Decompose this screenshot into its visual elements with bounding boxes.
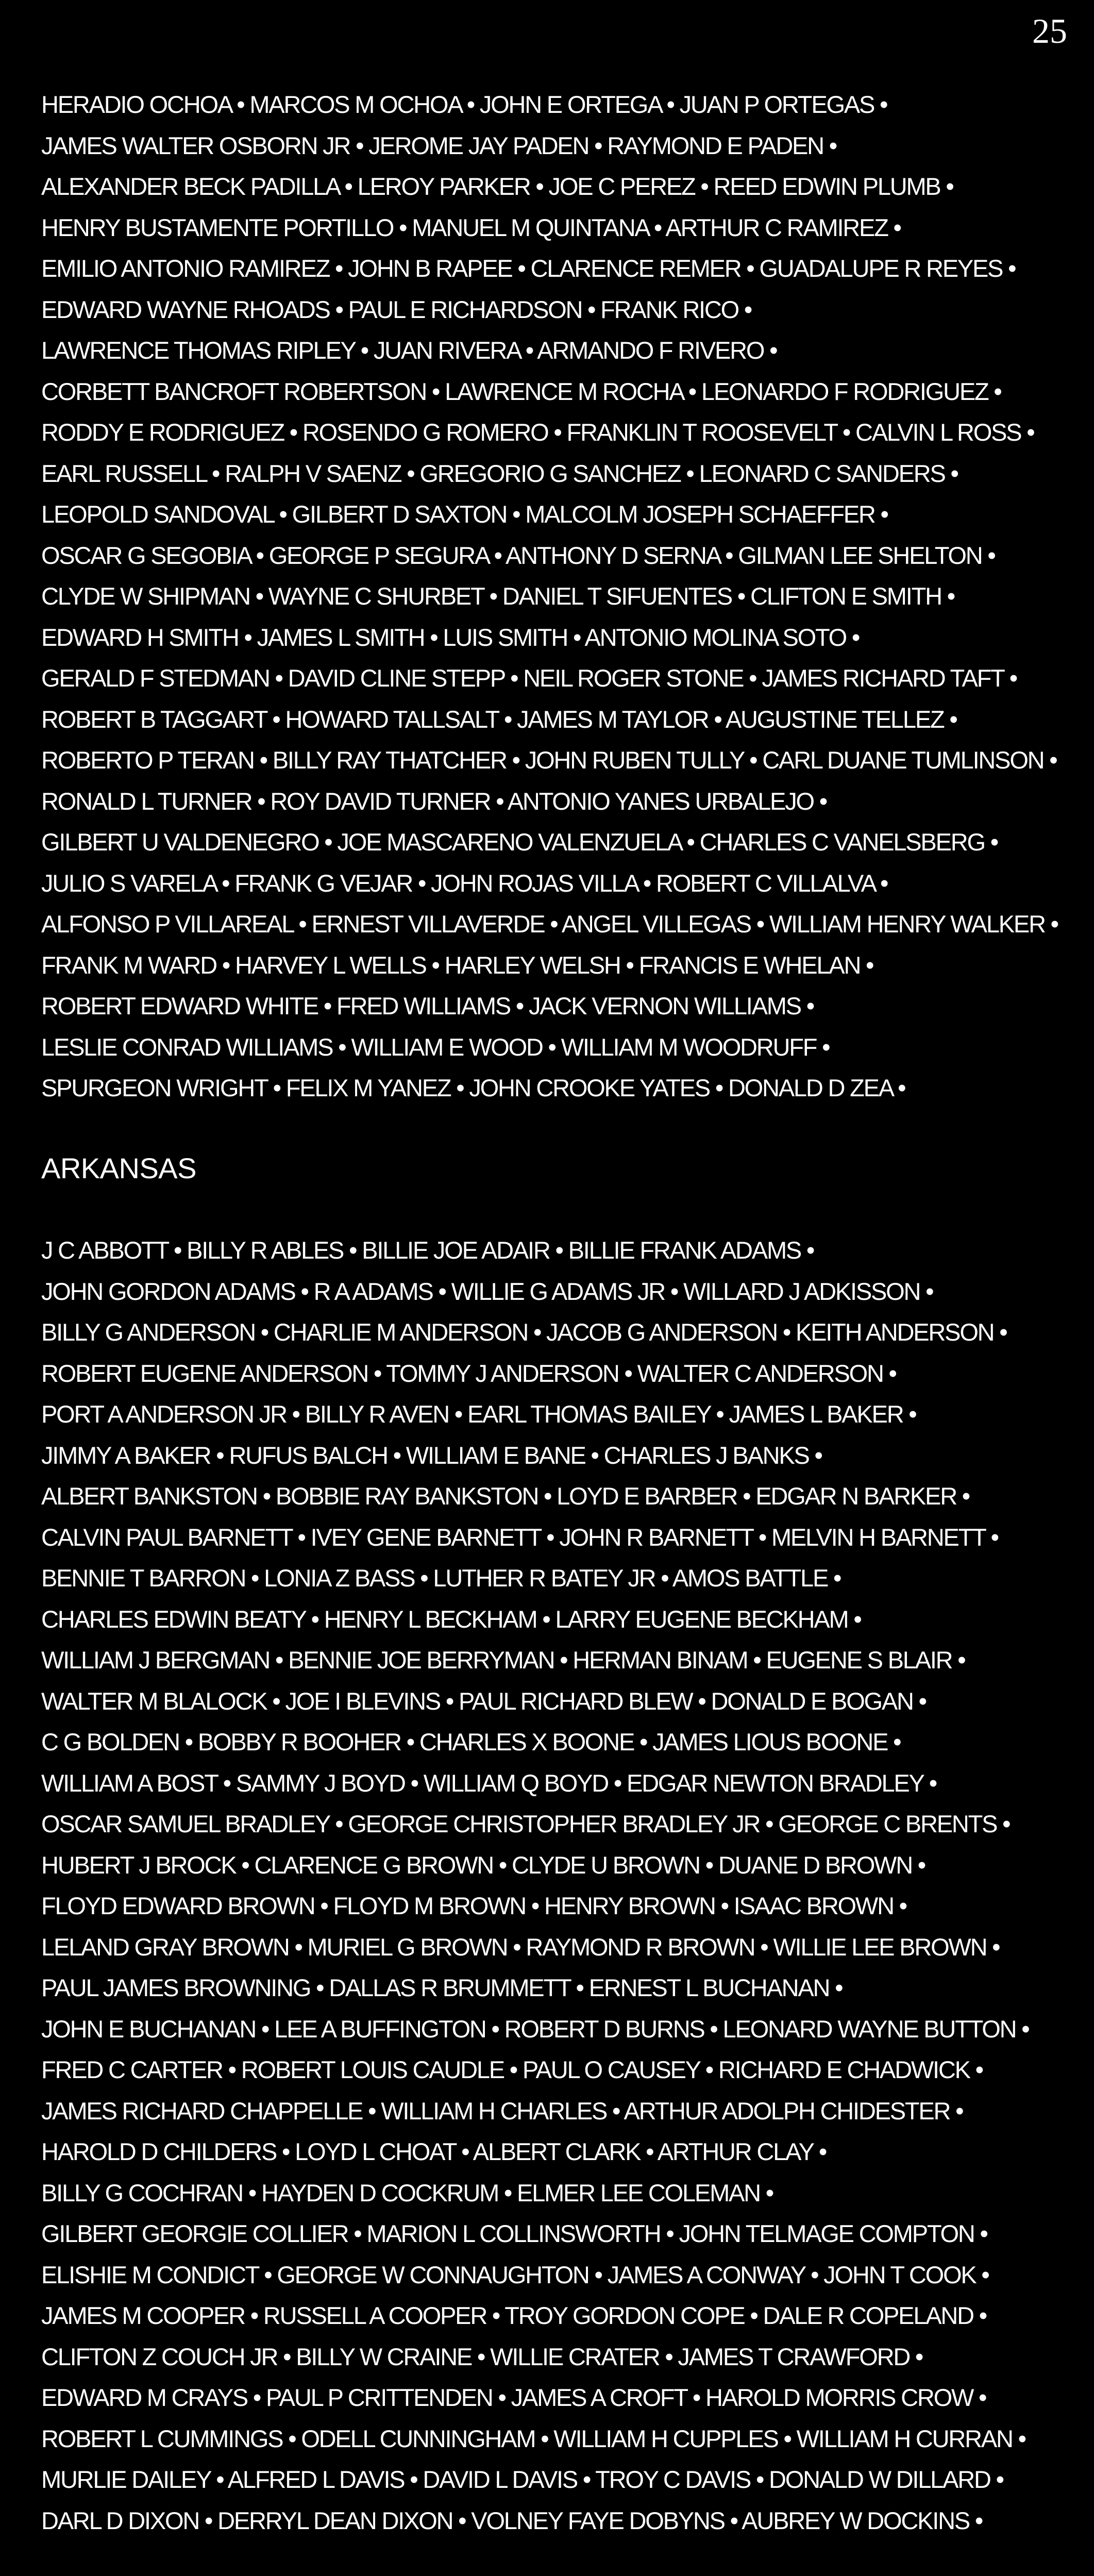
name-line: ROBERT B TAGGART • HOWARD TALLSALT • JAMES M TAYLOR • AUGUSTINE TELLEZ • xyxy=(41,705,957,733)
name-line: HUBERT J BROCK • CLARENCE G BROWN • CLYDE U BROWN • DUANE D BROWN • xyxy=(41,1851,925,1879)
name-line: BILLY G COCHRAN • HAYDEN D COCKRUM • ELMER LEE COLEMAN • xyxy=(41,2179,773,2206)
name-line: HAROLD D CHILDERS • LOYD L CHOAT • ALBERT CLARK • ARTHUR CLAY • xyxy=(41,2138,827,2165)
name-line: CLIFTON Z COUCH JR • BILLY W CRAINE • WILLIE CRATER • JAMES T CRAWFORD • xyxy=(41,2343,923,2370)
name-line: EDWARD M CRAYS • PAUL P CRITTENDEN • JAMES A CROFT • HAROLD MORRIS CROW • xyxy=(41,2384,986,2411)
name-line: JIMMY A BAKER • RUFUS BALCH • WILLIAM E BANE • CHARLES J BANKS • xyxy=(41,1441,822,1469)
name-line: ALBERT BANKSTON • BOBBIE RAY BANKSTON • LOYD E BARBER • EDGAR N BARKER • xyxy=(41,1482,970,1510)
name-line: ALFONSO P VILLAREAL • ERNEST VILLAVERDE • ANGEL VILLEGAS • WILLIAM HENRY WALKER • xyxy=(41,910,1058,938)
name-line: ROBERT EUGENE ANDERSON • TOMMY J ANDERSON • WALTER C ANDERSON • xyxy=(41,1359,896,1387)
name-line: JOHN GORDON ADAMS • R A ADAMS • WILLIE G ADAMS JR • WILLARD J ADKISSON • xyxy=(41,1277,933,1305)
page-number: 25 xyxy=(1032,11,1067,51)
state-section-arkansas xyxy=(41,1148,1077,2541)
name-line: LAWRENCE THOMAS RIPLEY • JUAN RIVERA • ARMANDO F RIVERO • xyxy=(41,337,777,364)
name-line: WILLIAM A BOST • SAMMY J BOYD • WILLIAM Q BOYD • EDGAR NEWTON BRADLEY • xyxy=(41,1769,936,1797)
name-line: ROBERTO P TERAN • BILLY RAY THATCHER • JOHN RUBEN TULLY • CARL DUANE TUMLINSON • xyxy=(41,746,1057,774)
heading-spacer xyxy=(41,1189,1077,1230)
name-line: EMILIO ANTONIO RAMIREZ • JOHN B RAPEE • CLARENCE REMER • GUADALUPE R REYES • xyxy=(41,255,1016,282)
name-line: RODDY E RODRIGUEZ • ROSENDO G ROMERO • FRANKLIN T ROOSEVELT • CALVIN L ROSS • xyxy=(41,419,1034,446)
name-line: JAMES RICHARD CHAPPELLE • WILLIAM H CHARLES • ARTHUR ADOLPH CHIDESTER • xyxy=(41,2097,963,2125)
name-line: SPURGEON WRIGHT • FELIX M YANEZ • JOHN CROOKE YATES • DONALD D ZEA • xyxy=(41,1074,905,1101)
name-line: PAUL JAMES BROWNING • DALLAS R BRUMMETT • ERNEST L BUCHANAN • xyxy=(41,1974,843,2001)
name-line: JAMES WALTER OSBORN JR • JEROME JAY PADEN • RAYMOND E PADEN • xyxy=(41,131,836,159)
name-line: CHARLES EDWIN BEATY • HENRY L BECKHAM • LARRY EUGENE BECKHAM • xyxy=(41,1605,861,1633)
name-line: ROBERT L CUMMINGS • ODELL CUNNINGHAM • WILLIAM H CUPPLES • WILLIAM H CURRAN • xyxy=(41,2424,1025,2452)
name-line: JULIO S VARELA • FRANK G VEJAR • JOHN ROJAS VILLA • ROBERT C VILLALVA • xyxy=(41,869,888,897)
name-line: EDWARD WAYNE RHOADS • PAUL E RICHARDSON • FRANK RICO • xyxy=(41,295,752,323)
name-line: C G BOLDEN • BOBBY R BOOHER • CHARLES X BOONE • JAMES LIOUS BOONE • xyxy=(41,1728,901,1755)
name-line: CALVIN PAUL BARNETT • IVEY GENE BARNETT • JOHN R BARNETT • MELVIN H BARNETT • xyxy=(41,1523,998,1551)
name-line: LESLIE CONRAD WILLIAMS • WILLIAM E WOOD • WILLIAM M WOODRUFF • xyxy=(41,1033,830,1061)
name-line: J C ABBOTT • BILLY R ABLES • BILLIE JOE ADAIR • BILLIE FRANK ADAMS • xyxy=(41,1236,814,1264)
name-line: CLYDE W SHIPMAN • WAYNE C SHURBET • DANIEL T SIFUENTES • CLIFTON E SMITH • xyxy=(41,582,954,610)
name-line: HENRY BUSTAMENTE PORTILLO • MANUEL M QUINTANA • ARTHUR C RAMIREZ • xyxy=(41,213,901,241)
name-line: OSCAR SAMUEL BRADLEY • GEORGE CHRISTOPHER BRADLEY JR • GEORGE C BRENTS • xyxy=(41,1810,1010,1837)
name-line: HERADIO OCHOA • MARCOS M OCHOA • JOHN E ORTEGA • JUAN P ORTEGAS • xyxy=(41,91,887,118)
name-line: FRANK M WARD • HARVEY L WELLS • HARLEY WELSH • FRANCIS E WHELAN • xyxy=(41,951,873,979)
name-line: DARL D DIXON • DERRYL DEAN DIXON • VOLNEY FAYE DOBYNS • AUBREY W DOCKINS • xyxy=(41,2506,983,2534)
name-line: RONALD L TURNER • ROY DAVID TURNER • ANTONIO YANES URBALEJO • xyxy=(41,787,827,815)
name-line: EDWARD H SMITH • JAMES L SMITH • LUIS SMITH • ANTONIO MOLINA SOTO • xyxy=(41,623,860,651)
name-line: EARL RUSSELL • RALPH V SAENZ • GREGORIO G SANCHEZ • LEONARD C SANDERS • xyxy=(41,459,958,487)
name-line: BILLY G ANDERSON • CHARLIE M ANDERSON • JACOB G ANDERSON • KEITH ANDERSON • xyxy=(41,1318,1007,1346)
name-line: FRED C CARTER • ROBERT LOUIS CAUDLE • PAUL O CAUSEY • RICHARD E CHADWICK • xyxy=(41,2056,983,2083)
name-line: MURLIE DAILEY • ALFRED L DAVIS • DAVID L DAVIS • TROY C DAVIS • DONALD W DILLARD • xyxy=(41,2466,1003,2493)
name-line: CORBETT BANCROFT ROBERTSON • LAWRENCE M ROCHA • LEONARDO F RODRIGUEZ • xyxy=(41,377,1001,405)
name-line: JAMES M COOPER • RUSSELL A COOPER • TROY GORDON COPE • DALE R COPELAND • xyxy=(41,2302,987,2329)
name-line: BENNIE T BARRON • LONIA Z BASS • LUTHER R BATEY JR • AMOS BATTLE • xyxy=(41,1564,841,1592)
name-line: PORT A ANDERSON JR • BILLY R AVEN • EARL THOMAS BAILEY • JAMES L BAKER • xyxy=(41,1400,916,1428)
name-line: OSCAR G SEGOBIA • GEORGE P SEGURA • ANTHONY D SERNA • GILMAN LEE SHELTON • xyxy=(41,541,995,569)
name-line: WALTER M BLALOCK • JOE I BLEVINS • PAUL RICHARD BLEW • DONALD E BOGAN • xyxy=(41,1687,926,1715)
name-line: ALEXANDER BECK PADILLA • LEROY PARKER • JOE C PEREZ • REED EDWIN PLUMB • xyxy=(41,173,953,200)
name-line: FLOYD EDWARD BROWN • FLOYD M BROWN • HENRY BROWN • ISAAC BROWN • xyxy=(41,1892,906,1919)
name-line: JOHN E BUCHANAN • LEE A BUFFINGTON • ROBERT D BURNS • LEONARD WAYNE BUTTON • xyxy=(41,2015,1029,2043)
name-line: LEOPOLD SANDOVAL • GILBERT D SAXTON • MALCOLM JOSEPH SCHAEFFER • xyxy=(41,500,888,528)
name-line: GERALD F STEDMAN • DAVID CLINE STEPP • NEIL ROGER STONE • JAMES RICHARD TAFT • xyxy=(41,664,1017,692)
name-line: ROBERT EDWARD WHITE • FRED WILLIAMS • JACK VERNON WILLIAMS • xyxy=(41,992,814,1019)
name-line: LELAND GRAY BROWN • MURIEL G BROWN • RAYMOND R BROWN • WILLIE LEE BROWN • xyxy=(41,1933,1000,1961)
name-line: GILBERT U VALDENEGRO • JOE MASCARENO VALENZUELA • CHARLES C VANELSBERG • xyxy=(41,828,998,856)
name-list-continued xyxy=(41,84,1077,1109)
name-line: GILBERT GEORGIE COLLIER • MARION L COLLINSWORTH • JOHN TELMAGE COMPTON • xyxy=(41,2220,987,2247)
name-line: ELISHIE M CONDICT • GEORGE W CONNAUGHTON • JAMES A CONWAY • JOHN T COOK • xyxy=(41,2261,989,2288)
name-line: WILLIAM J BERGMAN • BENNIE JOE BERRYMAN • HERMAN BINAM • EUGENE S BLAIR • xyxy=(41,1646,965,1674)
state-heading: ARKANSAS xyxy=(41,1152,196,1184)
